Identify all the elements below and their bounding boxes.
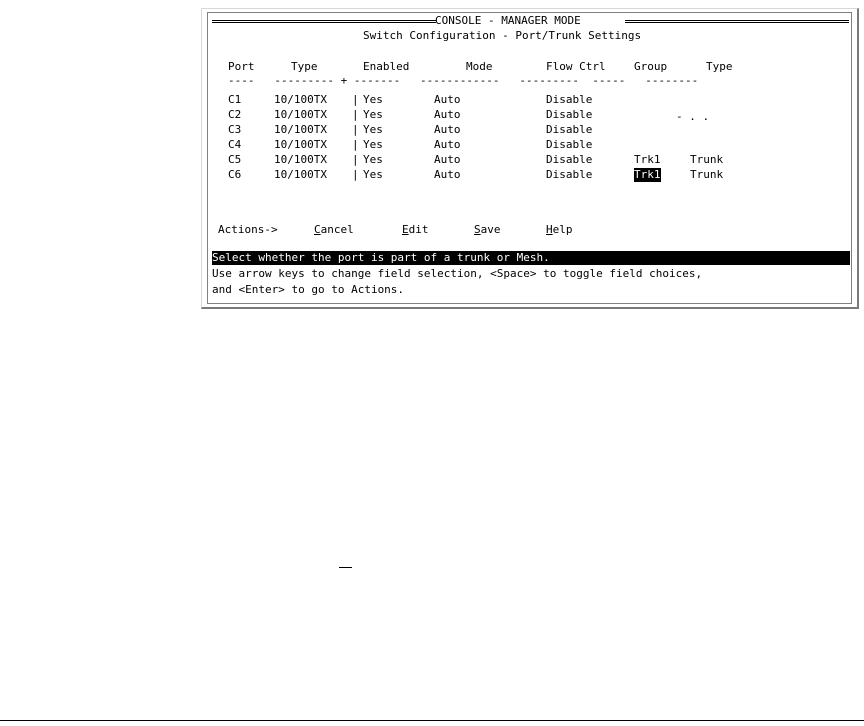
column-mode: Mode [466,60,493,73]
edit-action[interactable] [402,223,429,237]
cell-flow-ctrl[interactable]: Disable [546,153,593,166]
cell-mode[interactable]: Auto [434,123,461,136]
edit-hotkey: E [402,223,409,236]
cell-enabled[interactable]: Yes [363,108,383,121]
cell-port: C5 [228,153,242,166]
header-rule-right [625,20,849,23]
status-message: Select whether the port is part of a trunk or Mesh. [212,251,550,264]
column-flow-ctrl: Flow Ctrl [546,60,606,73]
column-enabled: Enabled [363,60,410,73]
help-label: elp [552,223,573,236]
cell-group-selected[interactable]: Trk1 [634,168,661,181]
cell-type: 10/100TX [274,168,327,181]
cell-mode[interactable]: Auto [434,108,461,121]
cell-enabled[interactable]: Yes [363,153,383,166]
cell-group-type[interactable]: Trunk [690,168,724,181]
cell-flow-ctrl[interactable]: Disable [546,93,593,106]
cell-flow-ctrl[interactable]: Disable [546,168,593,181]
help-line-2: and <Enter> to go to Actions. [212,283,405,296]
column-type: Type [291,60,318,73]
cell-enabled[interactable]: Yes [363,168,383,181]
cell-port: C3 [228,123,242,136]
cell-port: C6 [228,168,242,181]
cell-type: 10/100TX [274,138,327,151]
cell-type: 10/100TX [274,108,327,121]
column-divider: | [352,93,359,106]
cell-group-type[interactable]: Trunk [690,153,724,166]
cell-flow-ctrl[interactable]: Disable [546,108,593,121]
cancel-label: ancel [320,223,354,236]
cell-mode[interactable]: Auto [434,153,461,166]
edit-label: dit [408,223,429,236]
cancel-action[interactable] [314,223,354,237]
column-divider: | [352,138,359,151]
column-divider: | [352,153,359,166]
column-divider: | [352,108,359,121]
header-rule-left [212,20,436,23]
help-action[interactable] [546,223,573,237]
group-dropdown-hint: - . . [676,110,710,123]
page-mark [339,567,352,568]
console-mode-title: CONSOLE - MANAGER MODE [435,14,581,27]
cell-mode[interactable]: Auto [434,168,461,181]
column-group: Group [634,60,668,73]
save-hotkey: S [474,223,481,236]
status-bar [212,251,850,265]
cell-flow-ctrl[interactable]: Disable [546,138,593,151]
cell-type: 10/100TX [274,153,327,166]
console-screen [207,12,852,304]
help-line-1: Use arrow keys to change field selection, <Space> to toggle field choices, [212,267,703,280]
cancel-hotkey: C [314,223,321,236]
cell-port: C1 [228,93,242,106]
cell-enabled[interactable]: Yes [363,138,383,151]
help-hotkey: H [546,223,553,236]
column-group-type: Type [706,60,733,73]
cell-port: C4 [228,138,242,151]
cell-enabled[interactable]: Yes [363,123,383,136]
save-label: ave [480,223,501,236]
column-divider: | [352,123,359,136]
save-action[interactable] [474,223,501,237]
cell-port: C2 [228,108,242,121]
column-divider: | [352,168,359,181]
cell-flow-ctrl[interactable]: Disable [546,123,593,136]
table-separator: ---- --------- + ------- ------------ --------- ----- -------- [228,74,699,87]
cell-type: 10/100TX [274,123,327,136]
cell-type: 10/100TX [274,93,327,106]
actions-label: Actions-> [218,223,278,236]
cell-mode[interactable]: Auto [434,93,461,106]
page-bottom-rule [0,720,864,721]
cell-mode[interactable]: Auto [434,138,461,151]
console-window [201,8,859,309]
cell-enabled[interactable]: Yes [363,93,383,106]
column-port: Port [228,60,255,73]
screen-title: Switch Configuration - Port/Trunk Settings [363,29,642,42]
cell-group[interactable]: Trk1 [634,153,661,166]
